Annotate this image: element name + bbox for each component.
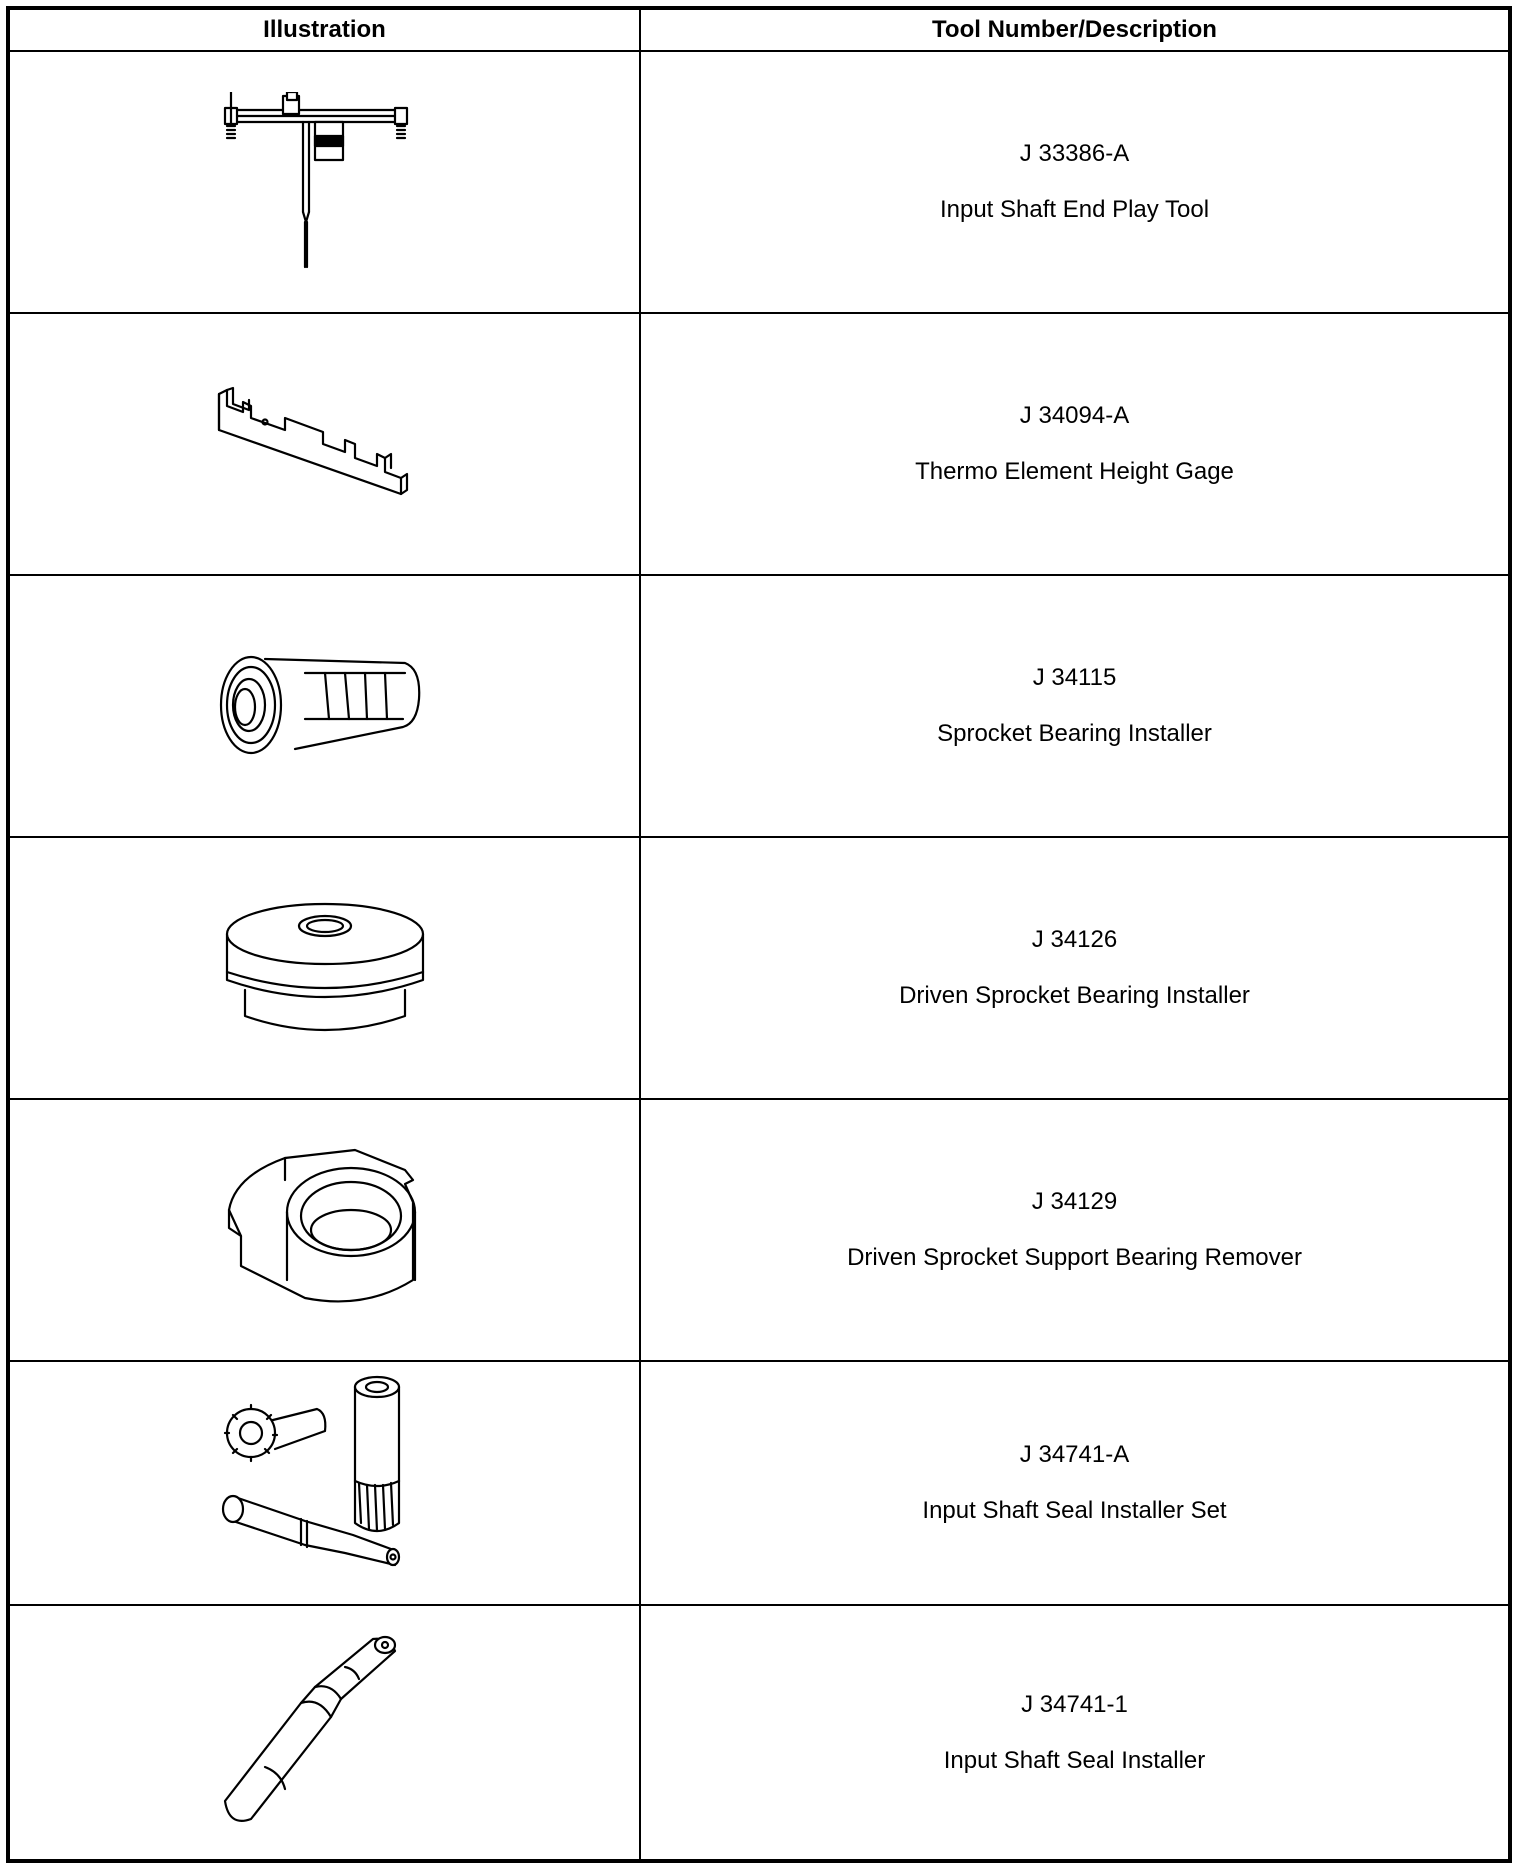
tool-header: Tool Number/Description [640, 10, 1508, 51]
tool-table-frame [6, 6, 1512, 1863]
description-cell [640, 51, 1508, 313]
tool-description: Driven Sprocket Support Bearing Remover [847, 1244, 1302, 1271]
table-row [10, 51, 1508, 313]
illustration-cell [10, 575, 640, 837]
tool-description: Driven Sprocket Bearing Installer [899, 982, 1250, 1009]
end-play-tool-icon [205, 92, 445, 272]
tool-number: J 34115 [1032, 664, 1117, 691]
table-row [10, 575, 1508, 837]
tool-description: Sprocket Bearing Installer [937, 720, 1212, 747]
tool-number: J 33386-A [1019, 140, 1130, 167]
illustration-cell [10, 1099, 640, 1361]
illustration-cell [10, 313, 640, 575]
bearing-installer-icon [205, 641, 445, 771]
table-header-row [10, 10, 1508, 51]
tool-number: J 34741-1 [1021, 1690, 1128, 1718]
tool-number: J 34094-A [1019, 402, 1130, 429]
tool-number: J 34741-A [1019, 1441, 1130, 1468]
description-cell [640, 313, 1508, 575]
tool-table [10, 10, 1508, 1859]
tool-number: J 34129 [1031, 1188, 1118, 1215]
seal-installer-set-icon [205, 1373, 445, 1593]
tool-description: Input Shaft Seal Installer [943, 1746, 1206, 1774]
description-cell [640, 1099, 1508, 1361]
description-cell [640, 1605, 1508, 1859]
description-cell [640, 1361, 1508, 1605]
tool-number: J 34126 [1031, 926, 1118, 953]
table-row [10, 313, 1508, 575]
illustration-header: Illustration [10, 10, 640, 51]
tool-description: Input Shaft Seal Installer Set [922, 1497, 1227, 1524]
bearing-remover-icon [205, 1140, 445, 1320]
illustration-cell [10, 1361, 640, 1605]
illustration-cell [10, 51, 640, 313]
table-row [10, 1605, 1508, 1859]
tool-description: Input Shaft End Play Tool [939, 196, 1210, 223]
description-cell [640, 575, 1508, 837]
height-gage-icon [205, 384, 445, 504]
table-row [10, 837, 1508, 1099]
illustration-cell [10, 837, 640, 1099]
illustration-cell [10, 1605, 640, 1859]
driven-bearing-installer-icon [205, 898, 445, 1038]
description-cell [640, 837, 1508, 1099]
seal-installer-icon [205, 1633, 445, 1833]
table-row [10, 1099, 1508, 1361]
table-row [10, 1361, 1508, 1605]
tool-description: Thermo Element Height Gage [915, 458, 1234, 485]
